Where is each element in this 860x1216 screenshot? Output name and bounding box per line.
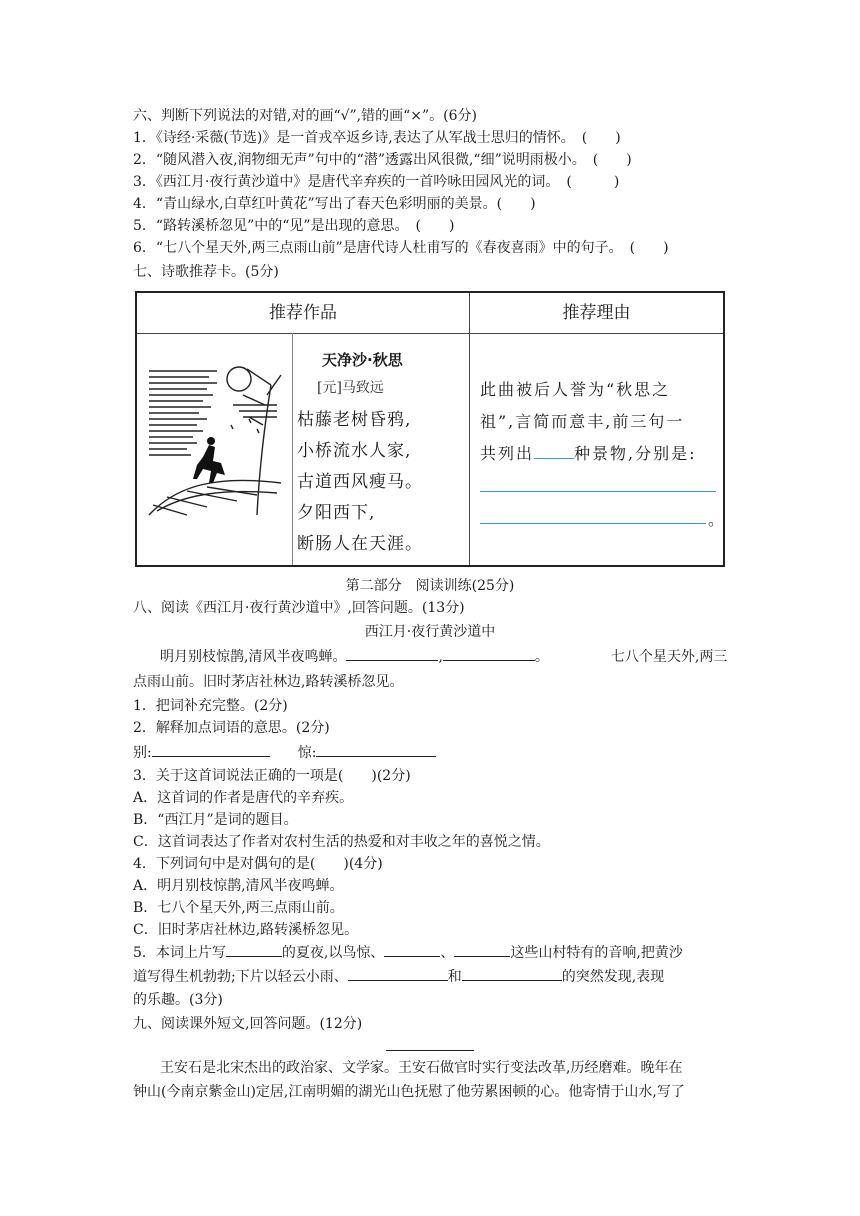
sec9-para-line-2: 钟山(今南京紫金山)定居,江南明媚的湖光山色抚慰了他劳累困顿的心。他寄情于山水,写了	[133, 1084, 685, 1100]
q4-option-a: A．明月别枝惊鹊,清风半夜鸣蝉。	[133, 878, 344, 894]
poem-recommend-card	[135, 291, 725, 567]
q3: 3．关于这首词说法正确的一项是( )(2分)	[133, 768, 411, 784]
col-header-works: 推荐作品	[137, 293, 469, 334]
poem-title: 天净沙·秋思	[322, 351, 403, 369]
q5-line-1: 5．本词上片写 的夏夜,以鸟惊、 、 这些山村特有的音响,把黄沙	[133, 942, 683, 963]
count-blank[interactable]	[534, 444, 574, 459]
q3-option-c: C．这首词表达了作者对农村生活的热爱和对丰收之年的喜悦之情。	[133, 834, 550, 850]
q5-line-3: 的乐趣。(3分)	[133, 992, 223, 1008]
sec8-poem-line-1: 明月别枝惊鹊,清风半夜鸣蝉。 , 。 七八个星天外,两三	[160, 646, 727, 667]
q5-blank-2[interactable]	[384, 942, 440, 957]
answer-line-2[interactable]	[480, 523, 706, 524]
answer-end-mark: 。	[708, 510, 727, 529]
q5-blank-4[interactable]	[348, 966, 448, 981]
q5-blank-5[interactable]	[462, 966, 562, 981]
q4: 4．下列词句中是对偶句的是( )(4分)	[133, 856, 383, 872]
section6-title: 六、判断下列说法的对错,对的画“√”,错的画“×”。(6分)	[133, 108, 478, 124]
q3-option-a: A．这首词的作者是唐代的辛弃疾。	[133, 790, 354, 806]
reason-line-3: 共列出 种景物,分别是:	[480, 444, 697, 463]
sec6-item-5: 5．“路转溪桥忽见”中的“见”是出现的意思。 ( )	[133, 218, 455, 234]
horse-rider-illustration	[147, 365, 283, 521]
poem-line-5: 断肠人在天涯。	[297, 534, 423, 554]
sec6-item-2: 2．“随风潜入夜,润物细无声”句中的“潜”透露出风很微,“细”说明雨极小。 ( )	[133, 152, 632, 168]
sec6-item-4: 4．“青山绿水,白草红叶黄花”写出了春天色彩明丽的美景。( )	[133, 196, 536, 212]
reason-line-2: 祖”,言简而意丰,前三句一	[480, 412, 685, 431]
q5-line-2: 道写得生机勃勃;下片以轻云小雨、 和 的突然发现,表现	[133, 966, 664, 987]
q2-answers: 别: 惊:	[133, 742, 436, 763]
sec6-item-1: 1．《诗经·采薇(节选)》是一首戎卒返乡诗,表达了从军战士思归的情怀。 ( )	[133, 130, 621, 146]
reason-line-1: 此曲被后人誉为“秋思之	[480, 380, 671, 399]
jing-blank[interactable]	[316, 742, 436, 757]
q3-option-b: B．“西江月”是词的题目。	[133, 812, 298, 828]
sec6-item-6: 6．“七八个星天外,两三点雨山前”是唐代诗人杜甫写的《春夜喜雨》中的句子。 ( )	[133, 240, 669, 256]
section7-title: 七、诗歌推荐卡。(5分)	[133, 264, 279, 280]
answer-line-1[interactable]	[480, 491, 716, 492]
illustration-divider	[292, 333, 293, 565]
poem-line-4: 夕阳西下,	[297, 503, 376, 523]
q2: 2．解释加点词语的意思。(2分)	[133, 720, 330, 736]
col-header-reason: 推荐理由	[470, 293, 723, 334]
poem-line-3: 古道西风瘦马。	[297, 472, 423, 492]
q4-option-b: B．七八个星天外,两三点雨山前。	[133, 900, 344, 916]
section9-title: 九、阅读课外短文,回答问题。(12分)	[133, 1016, 363, 1032]
sec8-poem-title: 西江月·夜行黄沙道中	[364, 624, 496, 640]
q1: 1．把词补充完整。(2分)	[133, 698, 288, 714]
sec9-para-line-1: 王安石是北宋杰出的政治家、文学家。王安石做官时实行变法改革,历经磨难。晚年在	[160, 1060, 683, 1076]
poem-author: [元]马致远	[317, 380, 384, 396]
sec6-item-3: 3．《西江月·夜行黄沙道中》是唐代辛弃疾的一首吟咏田园风光的词。 ( )	[133, 174, 620, 190]
section8-title: 八、阅读《西江月·夜行黄沙道中》,回答问题。(13分)	[133, 600, 465, 616]
poem-line-1: 枯藤老树昏鸦,	[297, 410, 412, 430]
poem-blank-1[interactable]	[346, 646, 438, 661]
q5-blank-3[interactable]	[454, 942, 510, 957]
column-divider	[469, 293, 470, 565]
sec8-poem-line-2: 点雨山前。旧时茅店社林边,路转溪桥忽见。	[133, 674, 404, 690]
bie-blank[interactable]	[152, 742, 270, 757]
article-title-blank[interactable]	[386, 1050, 474, 1051]
poem-line-2: 小桥流水人家,	[297, 441, 412, 461]
q5-blank-1[interactable]	[226, 942, 282, 957]
poem-blank-2[interactable]	[443, 646, 535, 661]
q4-option-c: C．旧时茅店社林边,路转溪桥忽见。	[133, 922, 359, 938]
part2-title: 第二部分 阅读训练(25分)	[345, 578, 515, 594]
